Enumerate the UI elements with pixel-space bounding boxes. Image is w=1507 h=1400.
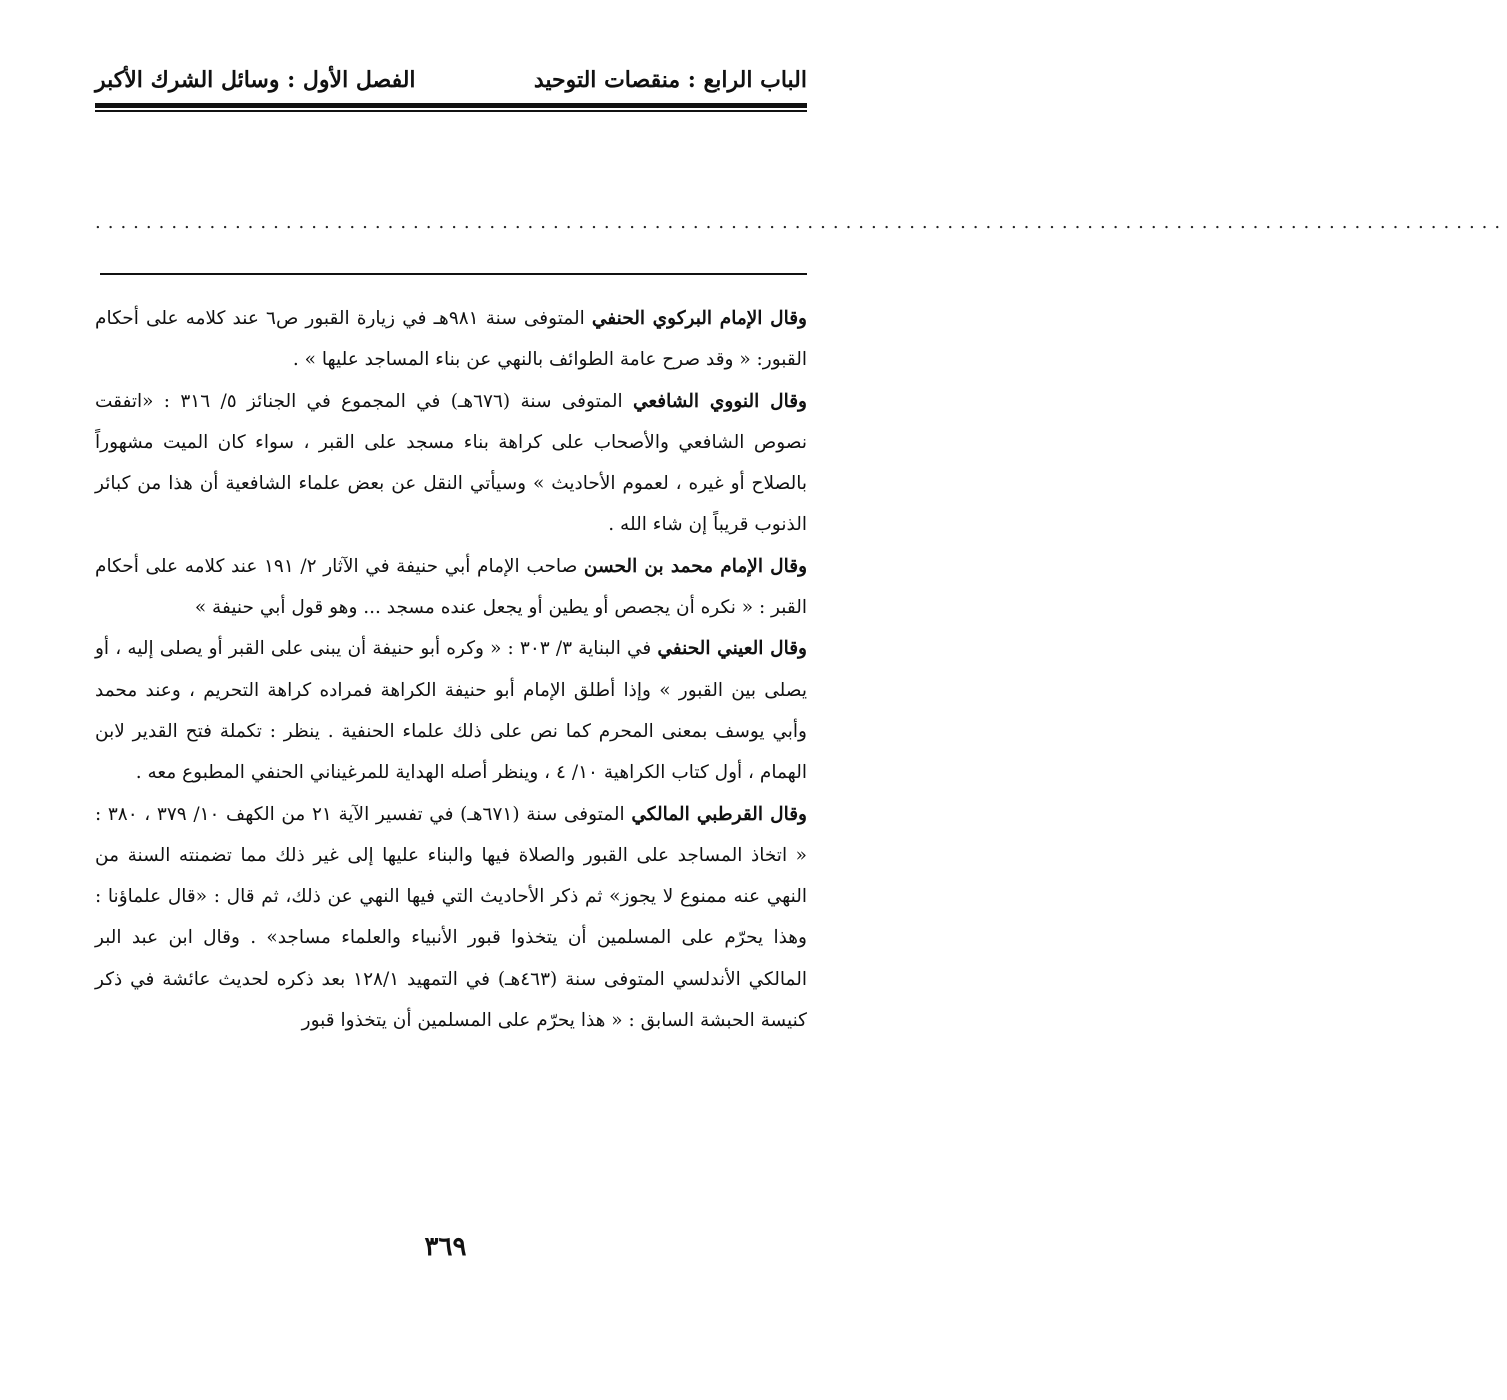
paragraph [95,794,807,1042]
running-header [95,60,807,100]
paragraph-lead: وقال الإمام البركوي الحنفي [591,308,807,329]
dotted-separator: ............................................................................................................... [95,212,1507,233]
paragraph-text: المتوفى سنة (٦٧١هـ) في تفسير الآية ٢١ من الكهف ١٠/ ٣٧٩ ، ٣٨٠ : « اتخاذ المساجد على القبور والصلاة فيها والبناء عليها إلى غير ذلك مما تضمنته السنة من النهي عنه ممنوع لا يجوز» ثم ذكر الأحاديث التي فيها النهي عن ذلك، ثم قال : «قال علماؤنا : وهذا يحرّم على المسلمين أن يتخذوا قبور الأنبياء والعلماء مساجد» . وقال ابن عبد البر المالكي الأندلسي المتوفى سنة (٤٦٣هـ) في التمهيد ١٢٨/١ بعد ذكره لحديث عائشة في ذكر كنيسة الحبشة السابق : « هذا يحرّم على المسلمين أن يتخذوا قبور [95,803,807,1032]
footnote-separator [100,273,807,275]
header-rule-thick [95,103,807,108]
paragraph-text: المتوفى سنة ٩٨١هـ في زيارة القبور ص٦ عند كلامه على أحكام القبور: « وقد صرح عامة الطوائف بالنهي عن بناء المساجد عليها » . [95,308,807,371]
paragraph-text: المتوفى سنة (٦٧٦هـ) في المجموع في الجنائز ٥/ ٣١٦ : «اتفقت نصوص الشافعي والأصحاب على كراهة بناء مسجد على القبر ، سواء كان الميت مشهوراً بالصلاح أو غيره ، لعموم الأحاديث » وسيأتي النقل عن بعض علماء الشافعية أن هذا من كبائر الذنوب قريباً إن شاء الله . [95,390,807,536]
chapter-title: الباب الرابع : منقصات التوحيد [533,67,807,93]
paragraph [95,298,807,381]
paragraph [95,546,807,629]
paragraph [95,381,807,546]
header-rule-thin [95,110,807,112]
paragraph-lead: وقال النووي الشافعي [632,390,807,412]
paragraph-text: في البناية ٣/ ٣٠٣ : « وكره أبو حنيفة أن يبنى على القبر أو يصلى إليه ، أو يصلى بين القبور » وإذا أطلق الإمام أبو حنيفة الكراهة فمراده كراهة التحريم ، وعند محمد وأبي يوسف بمعنى المحرم كما نص على ذلك علماء الحنفية . ينظر : تكملة فتح القدير لابن الهمام ، أول كتاب الكراهية ١٠/ ٤ ، وينظر أصله الهداية للمرغيناني الحنفي المطبوع معه . [95,638,807,784]
paragraph-text: صاحب الإمام أبي حنيفة في الآثار ٢/ ١٩١ عند كلامه على أحكام القبر : « نكره أن يجصص أو يطين أو يجعل عنده مسجد ... وهو قول أبي حنيفة » [95,555,807,619]
paragraph-lead: وقال الإمام محمد بن الحسن [583,555,807,577]
paragraph-lead: وقال العيني الحنفي [657,638,807,660]
paragraph [95,628,807,793]
footnote-body [95,298,807,1041]
page-number: ٣٦٩ [424,1232,467,1262]
section-title: الفصل الأول : وسائل الشرك الأكبر [95,67,416,93]
paragraph-lead: وقال القرطبي المالكي [631,803,807,825]
